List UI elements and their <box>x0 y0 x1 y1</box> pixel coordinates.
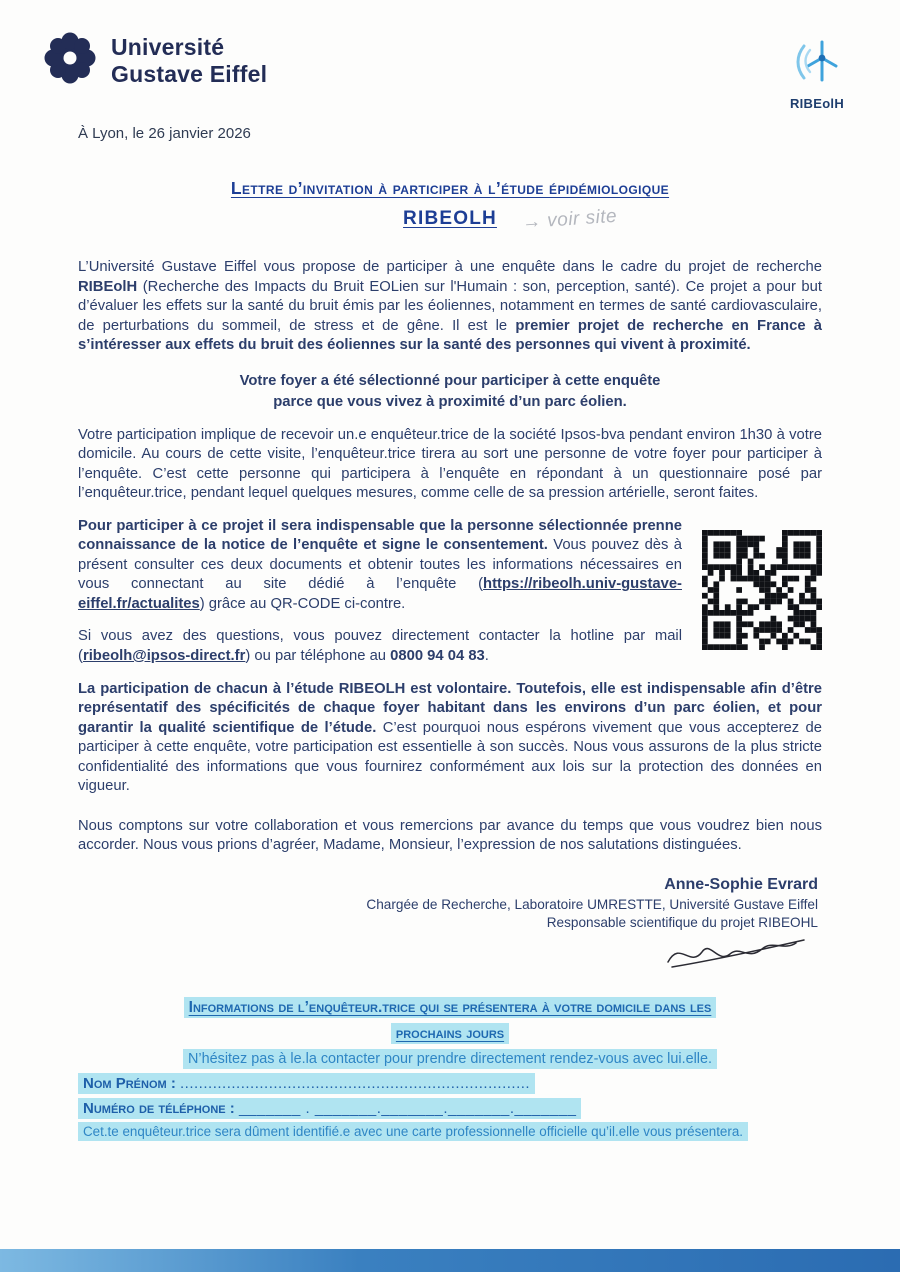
website-link[interactable]: https://ribeolh.univ-gustave-eiffel.fr/actualites <box>78 576 682 612</box>
letter-title <box>78 178 822 234</box>
p1-ribeolh-bold: RIBEolH <box>78 278 138 295</box>
paragraph-intro <box>78 258 822 356</box>
name-label: Nom Prénom : <box>83 1074 176 1092</box>
wind-turbine-icon <box>788 32 846 95</box>
letter-content <box>0 125 900 1139</box>
p1-bold-ending: premier projet de recherche en France à s’intéresser aux effets du bruit des éoliennes sur la santé des personnes qui vivent à proximité. <box>78 317 822 354</box>
contact-instruction <box>78 1051 822 1067</box>
uge-logo-line1: Université <box>111 34 225 61</box>
p4-text2: ) ou par téléphone au <box>245 647 391 664</box>
paragraph-remerciements <box>78 817 822 856</box>
info-heading-line2 <box>78 1025 822 1043</box>
selection-line1: Votre foyer a été sélectionné pour participer à cette enquête <box>239 372 661 389</box>
title-line2 <box>78 205 822 234</box>
name-field-line <box>78 1075 822 1092</box>
p1-text: L’Université Gustave Eiffel vous propose de participer à une enquête dans le cadre du projet de recherche <box>78 259 822 275</box>
phone-blank-line: _______ . _______._______._______._______ <box>238 1099 577 1117</box>
uge-logo-line2: Gustave Eiffel <box>111 60 268 87</box>
enqueteur-info-block <box>78 999 822 1139</box>
phone-label: Numéro de téléphone : <box>83 1099 235 1117</box>
p5-bold-text: La participation de chacun à l’étude RIBEOLH est volontaire. Toutefois, elle est indispensable afin d’être représentatif des spécificités de chaque foyer habitant dans les environs d’un parc éolien, et pour garantir la qualité scientifique de l’étude. <box>78 680 822 736</box>
selection-line2: parce que vous vivez à proximité d’un parc éolien. <box>273 393 627 410</box>
page-footer-bar <box>0 1249 900 1272</box>
id-card-note <box>78 1124 822 1139</box>
title-line1-text: Lettre d’invitation à participer à l’étude épidémiologique <box>230 178 670 198</box>
qr-code <box>702 530 822 650</box>
id-card-note-text: Cet.te enquêteur.trice sera dûment identifié.e avec une carte professionnelle officielle qu’il.elle vous présentera. <box>78 1122 748 1141</box>
phone-field-line <box>78 1100 822 1117</box>
info-heading-line1-text: Informations de l’enquêteur.trice qui se présentera à votre domicile dans les <box>184 997 717 1018</box>
p4-text: Si vous avez des questions, vous pouvez directement contacter la hotline par mail ( <box>78 628 682 664</box>
ribeolh-logo-label: RIBEolH <box>789 96 845 111</box>
info-heading-line2-text: prochains jours <box>391 1023 509 1044</box>
email-link[interactable]: ribeolh@ipsos-direct.fr <box>82 647 246 664</box>
paragraph-volontaire <box>78 680 822 797</box>
uge-logo-wordmark <box>111 34 267 87</box>
p4-period: . <box>484 647 489 664</box>
title-line1 <box>78 178 822 199</box>
phone-number: 0800 94 04 83 <box>390 647 485 664</box>
signatory-role1: Chargée de Recherche, Laboratoire UMRESTTE, Université Gustave Eiffel <box>366 896 818 912</box>
p6-text: Nous comptons sur votre collaboration et vous remercions par avance du temps que vous voudrez bien nous accorder. Nous vous prions d’agréer, Madame, Monsieur, l’expression de nos salutations distinguées. <box>78 817 822 854</box>
qr-section <box>78 517 822 667</box>
handwritten-annotation: → voir site <box>521 205 618 234</box>
title-ribeolh: RIBEOLH <box>403 208 497 229</box>
header <box>0 0 900 111</box>
p3-text2: ) grâce au QR-CODE ci-contre. <box>199 595 406 612</box>
paragraph-participation <box>78 426 822 504</box>
p3-text: Vous pouvez dès à présent consulter ces deux documents et obtenir toutes les informations nécessaires en vous connectant au site dédié à l’enquête ( <box>78 537 682 593</box>
universite-gustave-eiffel-logo <box>42 30 267 91</box>
signature-block <box>78 876 822 979</box>
handwritten-signature <box>658 932 808 979</box>
p5-text: C’est pourquoi nous espérons vivement que vous accepterez de participer à cette enquête, votre participation est essentielle à son succès. Nous vous assurons de la plus stricte confidentialité des informations que vous fournirez conformément aux lois sur la protection des données en vigueur. <box>78 719 822 795</box>
name-dotted-line: ........................................................................... <box>180 1074 531 1092</box>
uge-starburst-icon <box>42 30 98 91</box>
signatory-name: Anne-Sophie Evrard <box>664 875 818 893</box>
p2-text: Votre participation implique de recevoir un.e enquêteur.trice de la société Ipsos-bva pendant environ 1h30 à votre domicile. Au cours de cette visite, l’enquêteur.trice tirera au sort une personne de votre foyer pour participer à l’enquête. C’est cette personne qui participera à l’enquête en répondant à un questionnaire posé par l’enquêteur.trice, pendant lequel quelques mesures, comme celle de sa pression artérielle, seront faites. <box>78 426 822 502</box>
date-line: À Lyon, le 26 janvier 2026 <box>78 125 251 142</box>
p1-text2: (Recherche des Impacts du Bruit EOLien sur l'Humain : son, perception, santé). Ce projet a pour but d’évaluer les effets sur la santé du bruit émis par les éoliennes, notamment en termes de santé cardiovasculaire, de perturbations du sommeil, de stress et de gêne. Il est le <box>78 278 822 334</box>
selection-statement <box>78 371 822 413</box>
contact-instruction-text: N’hésitez pas à le.la contacter pour prendre directement rendez-vous avec lui.elle. <box>183 1049 717 1069</box>
ribeolh-logo <box>772 32 862 111</box>
info-heading-line1 <box>78 999 822 1017</box>
signatory-role2: Responsable scientifique du projet RIBEOHL <box>546 914 818 930</box>
p3-bold-text: Pour participer à ce projet il sera indispensable que la personne sélectionnée prenne connaissance de la notice de l’enquête et signe le consentement. <box>78 517 682 554</box>
